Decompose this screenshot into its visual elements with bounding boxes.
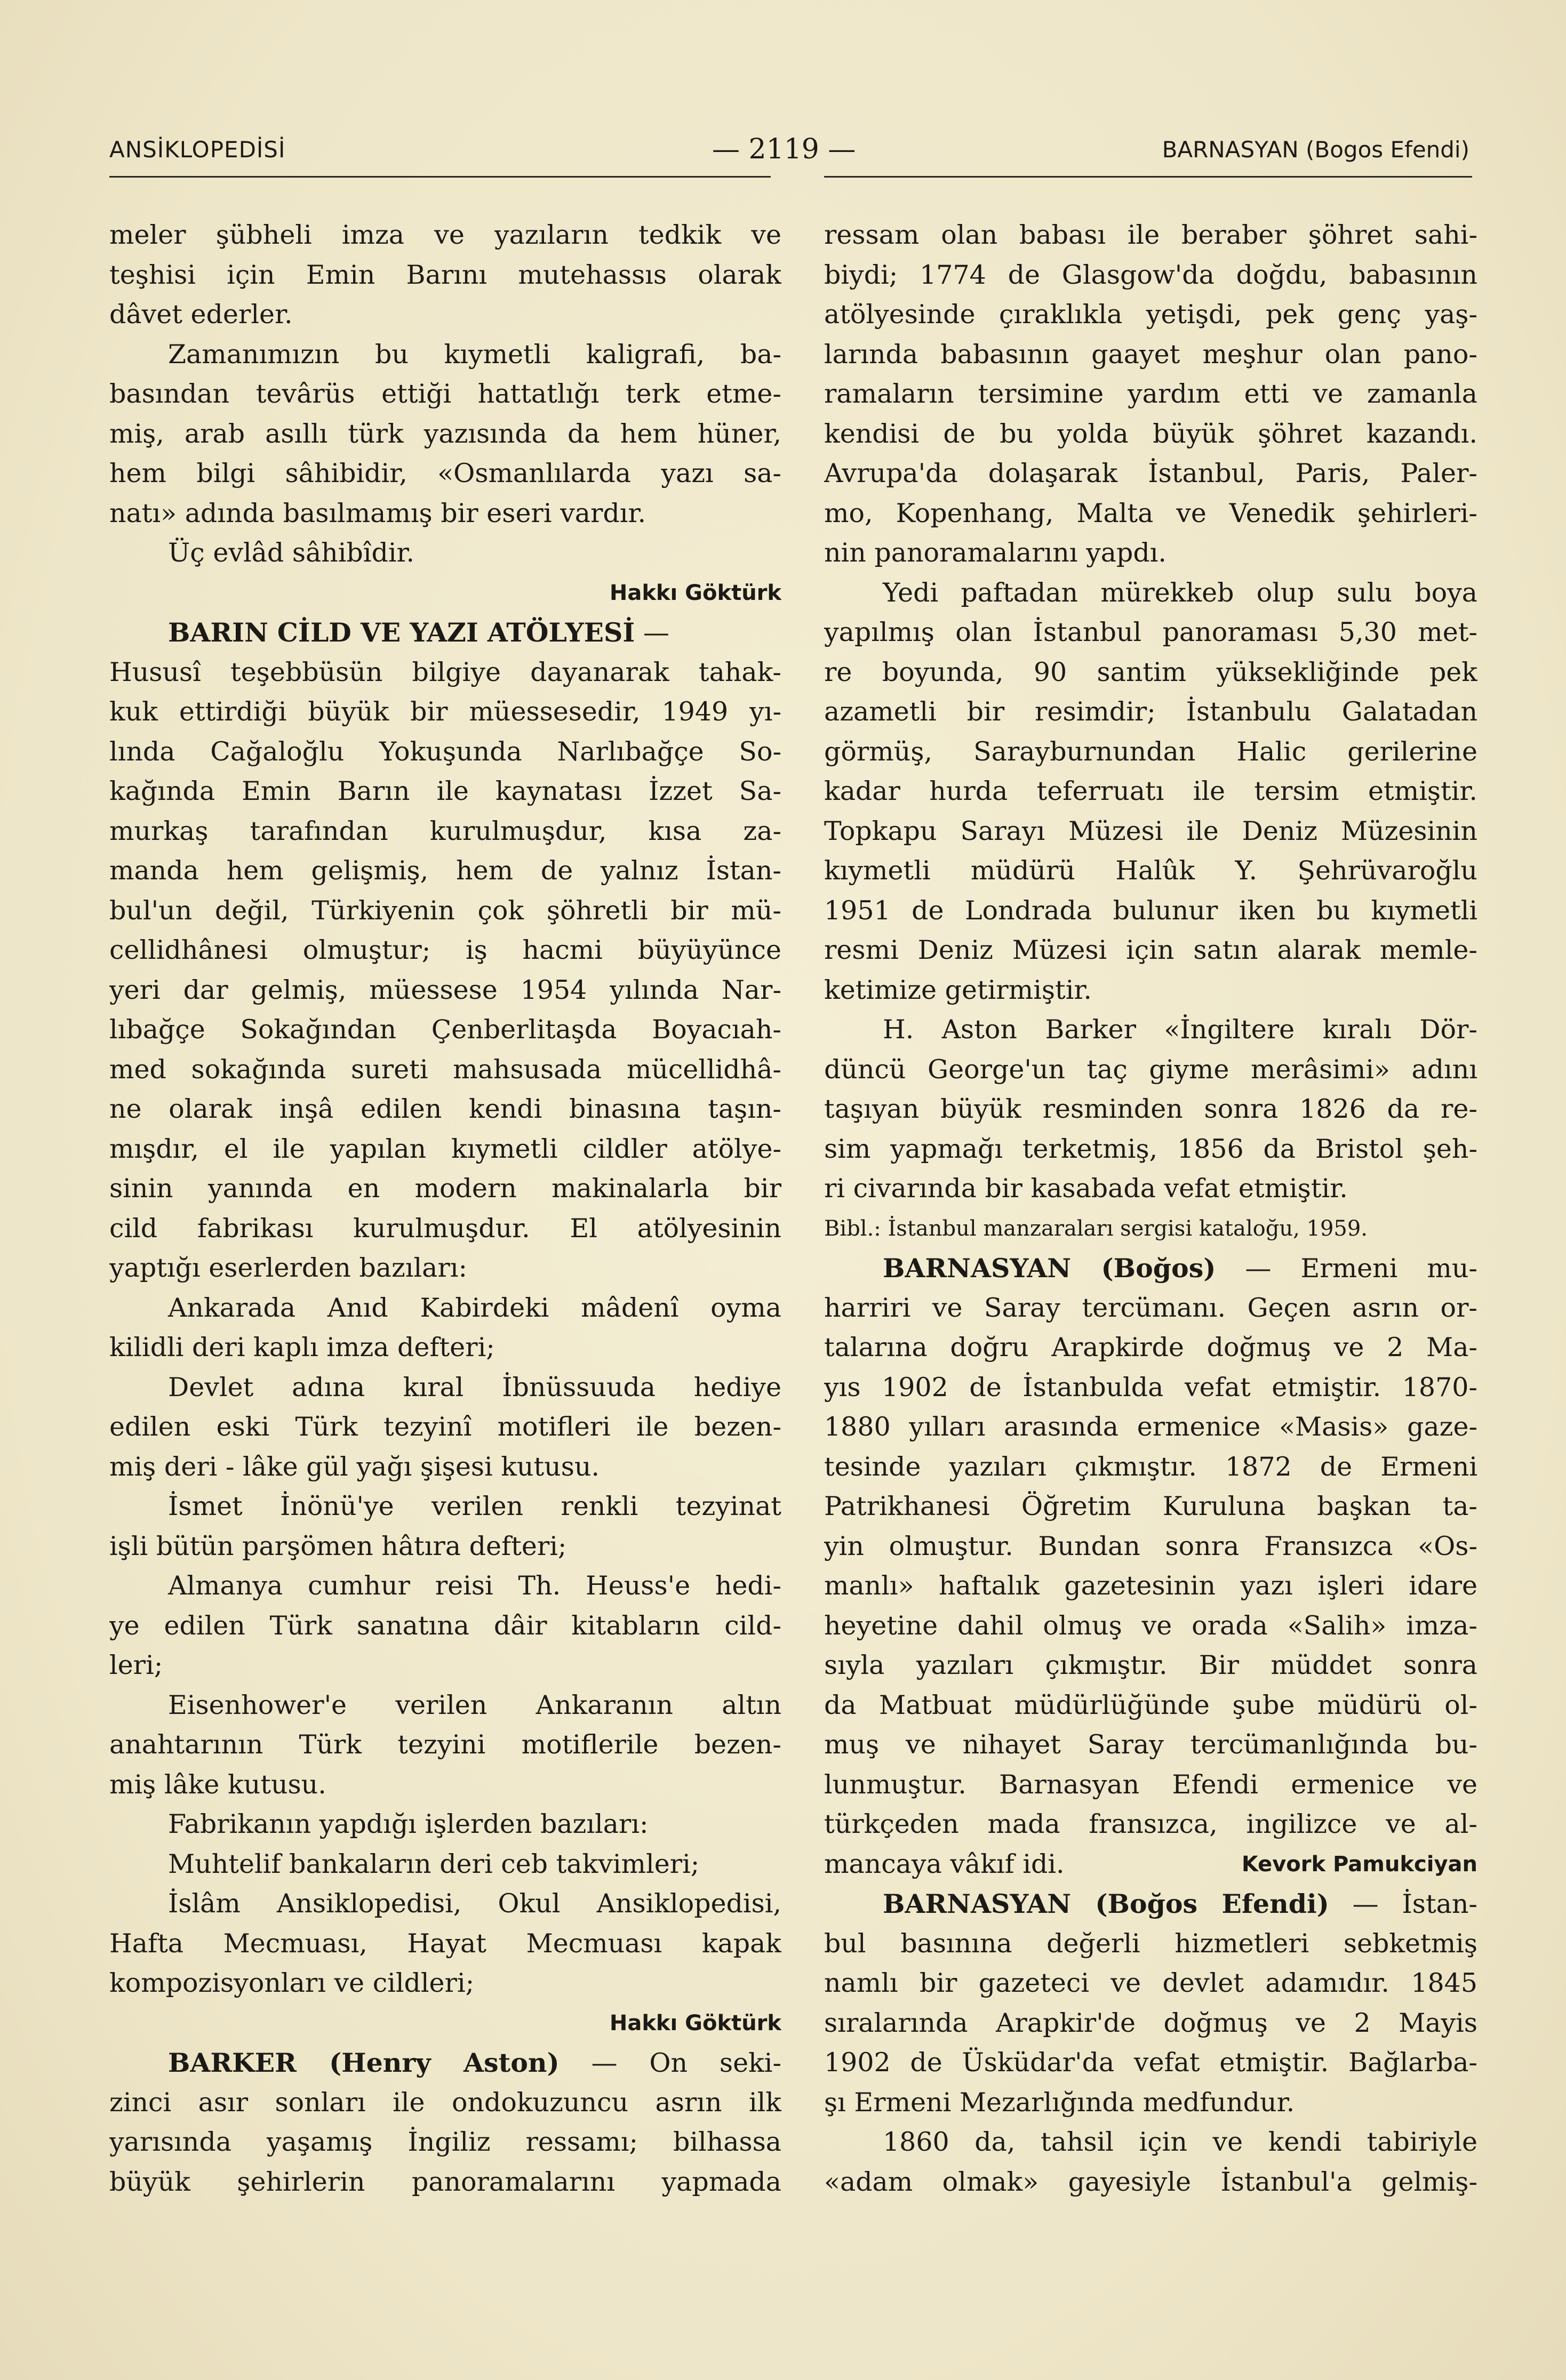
- text-line: Ankarada Anıd Kabirdeki mâdenî oyma: [168, 1292, 781, 1323]
- text-line: yeri dar gelmiş, müessese 1954 yılında Nar-: [109, 974, 781, 1005]
- left-column: [109, 215, 781, 2202]
- text-line: basından tevârüs ettiği hattatlığı terk etme-: [109, 379, 781, 409]
- text-line: yaptığı eserlerden bazıları:: [109, 1253, 467, 1283]
- text-line: ne olarak inşâ edilen kendi binasına taşın-: [109, 1094, 781, 1124]
- text-line: mo, Kopenhang, Malta ve Venedik şehirleri-: [824, 498, 1477, 528]
- text-line: namlı bir gazeteci ve devlet adamıdır. 1845: [824, 1968, 1477, 1998]
- text-line: büyük şehirlerin panoramalarını yapmada: [109, 2166, 781, 2197]
- text-line: kıymetli müdürü Halûk Y. Şehrüvaroğlu: [824, 855, 1477, 886]
- text-line: meler şübheli imza ve yazıların tedkik ve: [109, 220, 781, 250]
- text-line: miş lâke kutusu.: [109, 1769, 326, 1800]
- running-head-left: ANSİKLOPEDİSİ: [109, 137, 286, 163]
- text-line: nin panoramalarını yapdı.: [824, 538, 1166, 568]
- text-line: görmüş, Sarayburnundan Halic gerilerine: [824, 736, 1477, 767]
- text-line: edilen eski Türk tezyinî motifleri ile bezen-: [109, 1412, 781, 1442]
- text-line: lıbağçe Sokağından Çenberlitaşda Boyacıah-: [109, 1014, 781, 1045]
- text-line: harriri ve Saray tercümanı. Geçen asrın or-: [824, 1292, 1477, 1323]
- text-line: yin olmuştur. Bundan sonra Fransızca «Os-: [824, 1530, 1477, 1561]
- text-line: heyetine dahil olmuş ve orada «Salih» imza-: [824, 1610, 1477, 1641]
- text-line: Yedi paftadan mürekkeb olup sulu boya: [883, 577, 1477, 608]
- heading-continuation: — Ermeni mu-: [1216, 1253, 1477, 1284]
- text-line: miş, arab asıllı türk yazısında da hem hüner,: [109, 418, 781, 449]
- text-line: resmi Deniz Müzesi için satın alarak memle-: [824, 935, 1477, 965]
- text-line: leri;: [109, 1650, 163, 1680]
- text-line: sinin yanında en modern makinalarla bir: [109, 1173, 781, 1204]
- author-signature: Hakkı Göktürk: [609, 2010, 781, 2036]
- text-line: [824, 1845, 1477, 1885]
- text-line: işli bütün parşömen hâtıra defteri;: [109, 1530, 567, 1561]
- entry-heading-line: [109, 2043, 781, 2083]
- heading-continuation: — İstan-: [1329, 1889, 1477, 1919]
- text-line: «adam olmak» gayesiyle İstanbul'a gelmiş-: [824, 2166, 1477, 2197]
- text-line: ramaların tersimine yardım etti ve zamanla: [824, 379, 1477, 409]
- text-line: zinci asır sonları ile ondokuzuncu asrın ilk: [109, 2087, 781, 2118]
- text-line: Fabrikanın yapdığı işlerden bazıları:: [168, 1809, 649, 1839]
- running-head-right: BARNASYAN (Bogos Efendi): [1162, 137, 1469, 163]
- text-line: hem bilgi sâhibidir, «Osmanlılarda yazı sa-: [109, 458, 781, 488]
- entry-heading: BARKER (Henry Aston): [168, 2047, 560, 2078]
- text-line: talarına doğru Arapkirde doğmuş ve 2 Ma-: [824, 1332, 1477, 1363]
- text-line: bul'un değil, Türkiyenin çok şöhretli bir mü-: [109, 895, 781, 926]
- text-line: mışdır, el ile yapılan kıymetli cildler atölye-: [109, 1133, 781, 1164]
- text-line: lunmuştur. Barnasyan Efendi ermenice ve: [824, 1769, 1477, 1800]
- text-line: larında babasının gaayet meşhur olan pano-: [824, 339, 1477, 370]
- text-line: anahtarının Türk tezyini motiflerile bezen-: [109, 1729, 781, 1760]
- text-line: bul basınına değerli hizmetleri sebketmiş: [824, 1928, 1477, 1959]
- paragraph-text: mancaya vâkıf idi.: [824, 1848, 1065, 1879]
- text-line: 1902 de Üsküdar'da vefat etmiştir. Bağlarba-: [824, 2047, 1477, 2078]
- text-line: şı Ermeni Mezarlığında medfundur.: [824, 2087, 1295, 2118]
- page-number: — 2119 —: [712, 133, 856, 165]
- text-line: biydi; 1774 de Glasgow'da doğdu, babasının: [824, 259, 1477, 290]
- text-line: ri civarında bir kasabada vefat etmiştir.: [824, 1173, 1348, 1204]
- entry-heading: BARIN CİLD VE YAZI ATÖLYESİ: [168, 617, 635, 648]
- text-line: teşhisi için Emin Barını mutehassıs olarak: [109, 259, 781, 290]
- entry-heading: BARNASYAN (Boğos): [883, 1253, 1216, 1284]
- text-line: murkaş tarafından kurulmuşdur, kısa za-: [109, 815, 781, 846]
- header-rule-right: [824, 176, 1472, 178]
- header-rule-left: [109, 176, 771, 178]
- right-column: [824, 215, 1477, 2202]
- text-line: atölyesinde çıraklıkla yetişdi, pek genç yaş-: [824, 299, 1477, 330]
- text-line: ketimize getirmiştir.: [824, 974, 1092, 1005]
- text-line: sıyla yazıları çıkmıştır. Bir müddet sonra: [824, 1650, 1477, 1680]
- text-line: cellidhânesi olmuştur; iş hacmi büyüyünce: [109, 935, 781, 965]
- author-signature: Kevork Pamukciyan: [1241, 1852, 1477, 1877]
- text-line: ye edilen Türk sanatına dâir kitabların cild-: [109, 1610, 781, 1641]
- text-line: yarısında yaşamış İngiliz ressamı; bilhassa: [109, 2127, 781, 2157]
- text-line: ressam olan babası ile beraber şöhret sahi-: [824, 220, 1477, 250]
- text-line: kendisi de bu yolda büyük şöhret kazandı.: [824, 418, 1477, 449]
- text-line: manlı» haftalık gazetesinin yazı işleri idare: [824, 1570, 1477, 1601]
- text-line: H. Aston Barker «İngiltere kıralı Dör-: [883, 1014, 1477, 1045]
- text-line: Devlet adına kıral İbnüssuuda hediye: [168, 1372, 781, 1403]
- text-line: cild fabrikası kurulmuşdur. El atölyesinin: [109, 1213, 781, 1244]
- text-line: manda hem gelişmiş, hem de yalnız İstan-: [109, 855, 781, 886]
- text-line: Topkapu Sarayı Müzesi ile Deniz Müzesinin: [824, 815, 1477, 846]
- text-line: Zamanımızın bu kıymetli kaligrafi, ba-: [168, 339, 781, 370]
- text-line: sıralarında Arapkir'de doğmuş ve 2 Mayis: [824, 2007, 1477, 2038]
- text-line: kadar hurda teferruatı ile tersim etmiştir.: [824, 776, 1477, 806]
- text-line: Almanya cumhur reisi Th. Heuss'e hedi-: [168, 1570, 781, 1601]
- text-line: med sokağında sureti mahsusada mücellidhâ-: [109, 1054, 781, 1085]
- text-line: miş deri - lâke gül yağı şişesi kutusu.: [109, 1451, 600, 1482]
- text-line: azametli bir resimdir; İstanbulu Galatadan: [824, 696, 1477, 727]
- text-line: 1880 yılları arasında ermenice «Masis» gaze-: [824, 1412, 1477, 1442]
- entry-heading-line: [824, 1248, 1477, 1288]
- text-line: düncü George'un taç giyme merâsimi» adını: [824, 1054, 1477, 1085]
- entry-heading-line: [824, 1884, 1477, 1924]
- text-line: 1951 de Londrada bulunur iken bu kıymetli: [824, 895, 1477, 926]
- text-line: Hususî teşebbüsün bilgiye dayanarak tahak-: [109, 656, 781, 687]
- text-line: Hafta Mecmuası, Hayat Mecmuası kapak: [109, 1928, 781, 1959]
- text-line: türkçeden mada fransızca, ingilizce ve al-: [824, 1809, 1477, 1839]
- bibliography: Bibl.: İstanbul manzaraları sergisi kataloğu, 1959.: [824, 1216, 1368, 1241]
- author-signature: Hakkı Göktürk: [609, 580, 781, 605]
- heading-continuation: — On seki-: [559, 2048, 781, 2078]
- text-line: muş ve nihayet Saray tercümanlığında bu-: [824, 1729, 1477, 1760]
- text-line: da Matbuat müdürlüğünde şube müdürü ol-: [824, 1689, 1477, 1720]
- text-line: re boyunda, 90 santim yüksekliğinde pek: [824, 656, 1477, 687]
- entry-heading: BARNASYAN (Boğos Efendi): [883, 1888, 1329, 1919]
- heading-dash: —: [635, 618, 669, 648]
- text-line: kilidli deri kaplı imza defteri;: [109, 1332, 495, 1363]
- text-line: yapılmış olan İstanbul panoraması 5,30 met-: [824, 617, 1477, 647]
- text-line: kuk ettirdiği büyük bir müessesedir, 1949 yı-: [109, 696, 781, 727]
- entry-heading-line: [109, 613, 781, 653]
- text-line: kompozisyonları ve cildleri;: [109, 1968, 475, 1998]
- text-line: İslâm Ansiklopedisi, Okul Ansiklopedisi,: [168, 1888, 781, 1919]
- paragraph-text: Üç evlâd sâhibîdir.: [168, 538, 415, 568]
- text-line: dâvet ederler.: [109, 299, 293, 330]
- text-line: İsmet İnönü'ye verilen renkli tezyinat: [168, 1491, 781, 1521]
- text-line: taşıyan büyük resminden sonra 1826 da re-: [824, 1094, 1477, 1124]
- text-line: lında Cağaloğlu Yokuşunda Narlıbağçe So-: [109, 736, 781, 767]
- text-line: 1860 da, tahsil için ve kendi tabiriyle: [883, 2127, 1477, 2157]
- text-line: Avrupa'da dolaşarak İstanbul, Paris, Paler-: [824, 458, 1477, 488]
- text-line: Eisenhower'e verilen Ankaranın altın: [168, 1689, 781, 1720]
- text-line: kağında Emin Barın ile kaynatası İzzet Sa-: [109, 776, 781, 806]
- text-line: yıs 1902 de İstanbulda vefat etmiştir. 1870-: [824, 1372, 1477, 1403]
- text-line: tesinde yazıları çıkmıştır. 1872 de Ermeni: [824, 1451, 1477, 1482]
- text-line: Muhtelif bankaların deri ceb takvimleri;: [168, 1848, 700, 1879]
- page-header: [109, 133, 1475, 171]
- text-line: natı» adında basılmamış bir eseri vardır.: [109, 498, 646, 528]
- text-line: sim yapmağı terketmiş, 1856 da Bristol şeh-: [824, 1133, 1477, 1164]
- text-line: Patrikhanesi Öğretim Kuruluna başkan ta-: [824, 1491, 1477, 1521]
- text-line: [109, 533, 781, 573]
